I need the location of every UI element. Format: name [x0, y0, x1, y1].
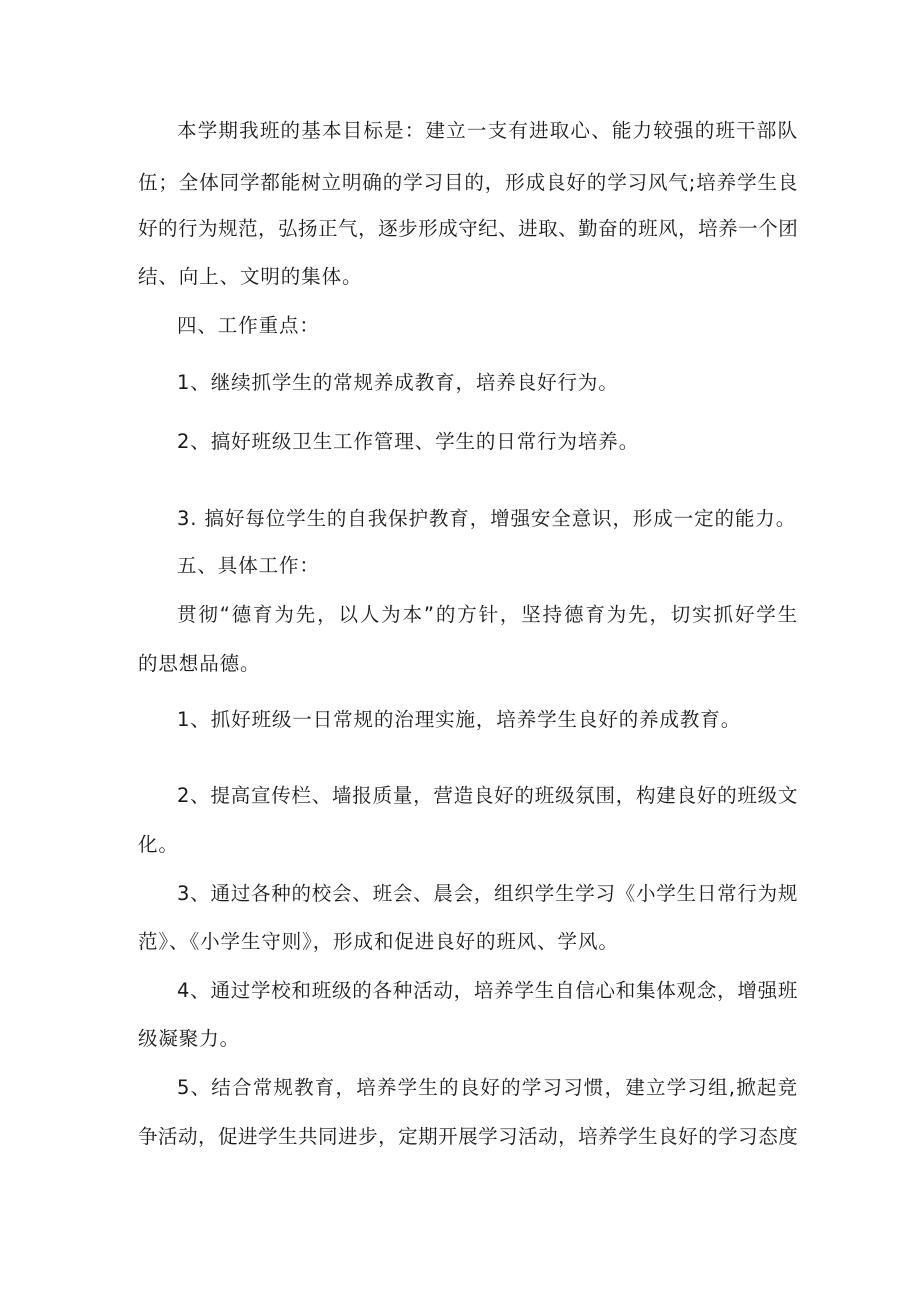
work-item-2-line-2: 化。 [138, 833, 179, 856]
work-item-1: 1、抓好班级一日常规的治理实施，培养学生良好的养成教育。 [177, 708, 742, 731]
work-item-3-line-1: 3、通过各种的校会、班会、晨会，组织学生学习《小学生日常行为规 [177, 882, 798, 905]
work-item-4-line-1: 4、通过学校和班级的各种活动，培养学生自信心和集体观念，增强班 [177, 979, 798, 1002]
paragraph-goals-line-2: 伍；全体同学都能树立明确的学习目的，形成良好的学习风气;培养学生良 [138, 171, 799, 194]
work-item-3-line-2: 范》、《小学生守则》，形成和促进良好的班风、学风。 [138, 930, 619, 953]
section-heading-specific-work: 五、具体工作： [177, 554, 320, 577]
paragraph-goals-line-4: 结、向上、文明的集体。 [138, 265, 363, 288]
key-point-2: 2、搞好班级卫生工作管理、学生的日常行为培养。 [177, 430, 640, 453]
work-item-5-line-1: 5、结合常规教育，培养学生的良好的学习习惯，建立学习组,掀起竞 [177, 1076, 798, 1099]
paragraph-policy-line-2: 的思想品德。 [138, 652, 261, 675]
section-heading-key-points: 四、工作重点： [177, 314, 320, 337]
work-item-2-line-1: 2、提高宣传栏、墙报质量，营造良好的班级氛围，构建良好的班级文 [177, 784, 798, 807]
paragraph-policy-line-1: 贯彻“德育为先，以人为本”的方针，坚持德育为先，切实抓好学生 [177, 603, 798, 626]
key-point-1: 1、继续抓学生的常规养成教育，培养良好行为。 [177, 371, 619, 394]
paragraph-goals-line-1: 本学期我班的基本目标是：建立一支有进取心、能力较强的班干部队 [177, 119, 798, 142]
work-item-4-line-2: 级凝聚力。 [138, 1027, 241, 1050]
work-item-5-line-2: 争活动，促进学生共同进步，定期开展学习活动，培养学生良好的学习态度 [138, 1125, 798, 1148]
key-point-3: 3. 搞好每位学生的自我保护教育，增强安全意识，形成一定的能力。 [177, 507, 797, 530]
paragraph-goals-line-3: 好的行为规范，弘扬正气，逐步形成守纪、进取、勤奋的班风，培养一个团 [138, 217, 798, 240]
